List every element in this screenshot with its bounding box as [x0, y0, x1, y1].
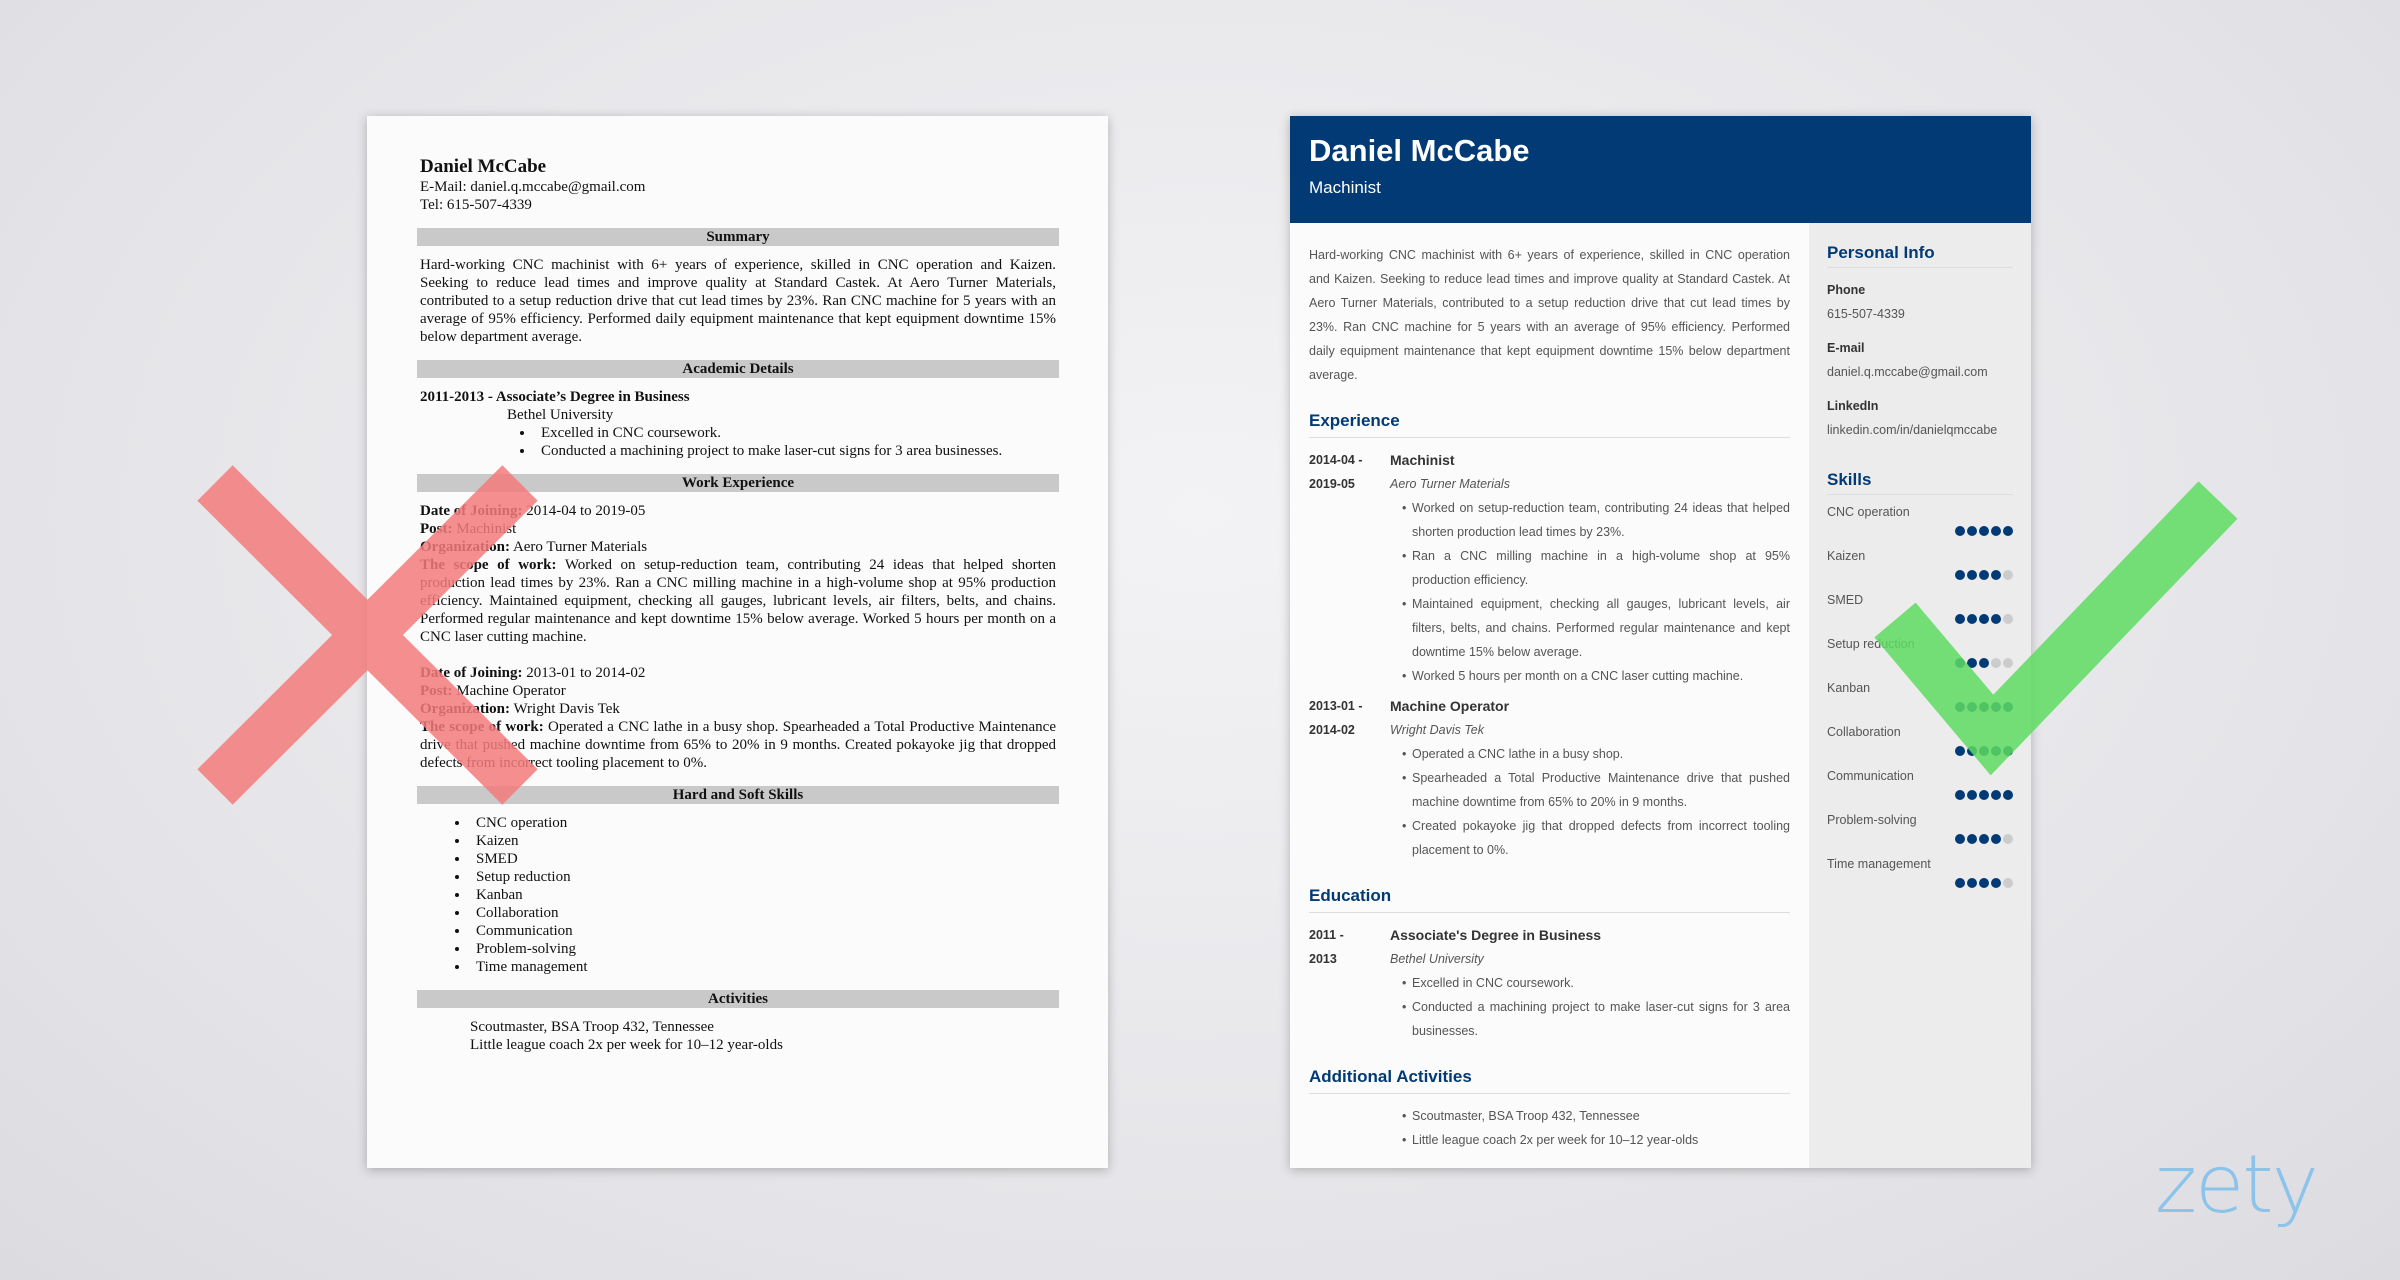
bullet-item: • Worked on setup-reduction team, contributing 24 ideas that helped shorten production lead times by 23%.	[1402, 496, 1790, 544]
experience-entry	[1309, 694, 1790, 862]
skill-item: • SMED	[470, 850, 1056, 868]
skill-entry	[1827, 593, 2013, 627]
activity-item: Little league coach 2x per week for 10–12 year-olds	[470, 1037, 783, 1053]
rating-dot	[1991, 526, 2001, 536]
scope-label: The scope of work:	[420, 719, 544, 735]
section-header-work: Work Experience	[417, 474, 1059, 492]
bad-resume-example	[367, 116, 1108, 1168]
section-header-summary: Summary	[417, 228, 1059, 246]
rating-dot	[1955, 658, 1965, 668]
email-value: daniel.q.mccabe@gmail.com	[1827, 365, 1988, 379]
scope-value: Operated a CNC lathe in a busy shop. Spearheaded a Total Productive Maintenance drive that pushed machine downtime from 65% to 20% in 9 months. Created pokayoke jig that dropped defects from incorrect tooling placement to 0%.	[420, 719, 1056, 771]
post-value: Machine Operator	[456, 683, 566, 699]
skill-entry	[1827, 637, 2013, 671]
rating-dot	[2003, 702, 2013, 712]
skill-name: CNC operation	[1827, 505, 1910, 519]
rating-dot	[1955, 614, 1965, 624]
rating-dot	[1955, 834, 1965, 844]
org-line	[420, 700, 1056, 718]
activity-item: • Scoutmaster, BSA Troop 432, Tennessee	[1402, 1104, 1790, 1128]
date-range	[1309, 448, 1390, 688]
skill-entry	[1827, 857, 2013, 891]
rating-dot	[1967, 658, 1977, 668]
dates-label: Date of Joining:	[420, 503, 523, 519]
resume-phone: Tel: 615-507-4339	[420, 197, 532, 213]
section-header-activities: Activities	[417, 990, 1059, 1008]
skill-rating	[1827, 569, 2013, 583]
scope-line	[420, 556, 1056, 646]
skill-rating	[1827, 525, 2013, 539]
dates-value: 2013-01 to 2014-02	[526, 665, 646, 681]
skill-entry	[1827, 681, 2013, 715]
rating-dot	[1979, 746, 1989, 756]
section-header-education: Education	[1309, 884, 1790, 913]
date-end: 2013	[1309, 952, 1337, 966]
rating-dot	[1967, 790, 1977, 800]
scope-line	[420, 718, 1056, 772]
rating-dot	[2003, 614, 2013, 624]
entry-title: Machinist	[1390, 452, 1455, 468]
dates-line	[420, 664, 1056, 682]
entry-title: Associate's Degree in Business	[1390, 927, 1602, 943]
skill-rating	[1827, 789, 2013, 803]
rating-dot	[1967, 834, 1977, 844]
skill-name: Time management	[1827, 857, 1931, 871]
skill-entry	[1827, 505, 2013, 539]
rating-dot	[1991, 658, 2001, 668]
org-value: Wright Davis Tek	[513, 701, 620, 717]
job-entry	[420, 664, 1056, 772]
linkedin-value: linkedin.com/in/danielqmccabe	[1827, 423, 1998, 437]
rating-dot	[2003, 526, 2013, 536]
skill-name: Communication	[1827, 769, 1914, 783]
skill-rating	[1827, 701, 2013, 715]
rating-dot	[1967, 570, 1977, 580]
skill-rating	[1827, 613, 2013, 627]
org-label: Organization:	[420, 539, 510, 555]
date-start: 2014-04 -	[1309, 453, 1363, 467]
rating-dot	[1979, 526, 1989, 536]
skill-item: • CNC operation	[470, 814, 1056, 832]
rating-dot	[1991, 790, 2001, 800]
rating-dot	[2003, 746, 2013, 756]
bullet-item: • Spearheaded a Total Productive Maintenance drive that pushed machine downtime from 65% to 20% in 9 months.	[1402, 766, 1790, 814]
rating-dot	[1967, 526, 1977, 536]
rating-dot	[1991, 702, 2001, 712]
date-range	[1309, 694, 1390, 862]
rating-dot	[1967, 614, 1977, 624]
resume-title: Machinist	[1309, 178, 1381, 197]
scope-value: Worked on setup-reduction team, contributing 24 ideas that helped shorten production lead times by 23%. Ran a CNC milling machine in a high-volume shop at 95% production efficiency. Maintained equipment, checking all gauges, lubricant levels, air filters, belts, and chains. Performed regular maintenance and kept downtime 15% below average. Worked 5 hours per month on a CNC laser cutting machine.	[420, 557, 1057, 645]
rating-dot	[1991, 570, 2001, 580]
dates-value: 2014-04 to 2019-05	[526, 503, 646, 519]
skill-entry	[1827, 769, 2013, 803]
rating-dot	[1979, 790, 1989, 800]
org-value: Aero Turner Materials	[512, 539, 648, 555]
experience-entry	[1309, 923, 1790, 1043]
email-label: E-mail	[1827, 341, 1865, 355]
skill-item: • Collaboration	[470, 904, 1056, 922]
rating-dot	[1991, 746, 2001, 756]
skill-item: • Setup reduction	[470, 868, 1056, 886]
entry-organization: Bethel University	[1390, 952, 1484, 966]
resume-email: E-Mail: daniel.q.mccabe@gmail.com	[420, 179, 646, 195]
bullet-list	[1390, 971, 1790, 1043]
skill-name: Problem-solving	[1827, 813, 1917, 827]
activity-item: Scoutmaster, BSA Troop 432, Tennessee	[470, 1019, 714, 1035]
phone-value: 615-507-4339	[1827, 307, 1905, 321]
post-line	[420, 520, 1056, 538]
dates-line	[420, 502, 1056, 520]
edu-bullet: • Conducted a machining project to make laser-cut signs for 3 area businesses.	[535, 442, 1056, 460]
org-line	[420, 538, 1056, 556]
rating-dot	[1979, 614, 1989, 624]
resume-sidebar	[1809, 223, 2031, 1168]
skills-list	[470, 814, 1056, 976]
job-entry	[420, 502, 1056, 646]
bullet-item: • Excelled in CNC coursework.	[1402, 971, 1790, 995]
experience-list	[1309, 448, 1790, 862]
bullet-item: • Maintained equipment, checking all gauges, lubricant levels, air filters, belts, and chains. Performed regular maintenance and kept downtime 15% below average.	[1402, 592, 1790, 664]
skill-name: Setup reduction	[1827, 637, 1915, 651]
entry-organization: Aero Turner Materials	[1390, 477, 1510, 491]
skill-entry	[1827, 725, 2013, 759]
date-start: 2013-01 -	[1309, 699, 1363, 713]
entry-organization: Wright Davis Tek	[1390, 723, 1485, 737]
zety-logo: zety	[2155, 1138, 2317, 1231]
entry-title: Machine Operator	[1390, 698, 1510, 714]
activity-item: • Little league coach 2x per week for 10–12 year-olds	[1402, 1128, 1790, 1152]
section-header-skills: Skills	[1827, 470, 2013, 495]
skill-item: • Communication	[470, 922, 1056, 940]
rating-dot	[1979, 658, 1989, 668]
bullet-item: • Worked 5 hours per month on a CNC laser cutting machine.	[1402, 664, 1790, 688]
rating-dot	[1955, 878, 1965, 888]
linkedin-label: LinkedIn	[1827, 399, 1879, 413]
rating-dot	[1991, 878, 2001, 888]
rating-dot	[1955, 570, 1965, 580]
rating-dot	[2003, 570, 2013, 580]
date-end: 2019-05	[1309, 477, 1355, 491]
bullet-item: • Conducted a machining project to make laser-cut signs for 3 area businesses.	[1402, 995, 1790, 1043]
rating-dot	[1967, 702, 1977, 712]
rating-dot	[1967, 878, 1977, 888]
skill-name: Kaizen	[1827, 549, 1866, 563]
scope-label: The scope of work:	[420, 557, 557, 573]
date-range	[1309, 923, 1390, 1043]
section-header-activities: Additional Activities	[1309, 1065, 1790, 1094]
bullet-item: • Created pokayoke jig that dropped defects from incorrect tooling placement to 0%.	[1402, 814, 1790, 862]
rating-dot	[1979, 702, 1989, 712]
rating-dot	[1979, 570, 1989, 580]
post-label: Post:	[420, 683, 453, 699]
phone-label: Phone	[1827, 283, 1866, 297]
rating-dot	[1979, 834, 1989, 844]
skills-list	[1827, 505, 2013, 891]
rating-dot	[2003, 834, 2013, 844]
rating-dot	[1955, 790, 1965, 800]
rating-dot	[1955, 746, 1965, 756]
rating-dot	[2003, 658, 2013, 668]
bullet-list	[1390, 496, 1790, 688]
skill-item: • Kanban	[470, 886, 1056, 904]
education-list	[1309, 923, 1790, 1043]
skill-item: • Time management	[470, 958, 1056, 976]
section-header-personal: Personal Info	[1827, 243, 2013, 268]
skill-rating	[1827, 657, 2013, 671]
resume-name: Daniel McCabe	[1309, 133, 1530, 168]
school-name: Bethel University	[507, 407, 614, 423]
entry-body	[1390, 923, 1790, 1043]
degree-line: 2011-2013 - Associate’s Degree in Business	[420, 389, 690, 405]
skill-item: • Problem-solving	[470, 940, 1056, 958]
skill-entry	[1827, 549, 2013, 583]
org-label: Organization:	[420, 701, 510, 717]
section-header-skills: Hard and Soft Skills	[417, 786, 1059, 804]
skill-name: Collaboration	[1827, 725, 1901, 739]
date-start: 2011 -	[1309, 928, 1344, 942]
bullet-item: • Operated a CNC lathe in a busy shop.	[1402, 742, 1790, 766]
rating-dot	[2003, 878, 2013, 888]
bullet-list	[1390, 742, 1790, 862]
rating-dot	[1967, 746, 1977, 756]
resume-header	[1290, 116, 2031, 223]
skill-entry	[1827, 813, 2013, 847]
summary-text: Hard-working CNC machinist with 6+ years of experience, skilled in CNC operation and Kaizen. Seeking to reduce lead times and improve quality at Standard Castek. At Aero Turner Materials, contributed to a setup reduction drive that cut lead times by 23%. Ran CNC machine for 5 years with an average of 95% efficiency. Performed daily equipment maintenance that kept equipment downtime 15% below department average.	[1309, 248, 1790, 382]
skill-name: Kanban	[1827, 681, 1871, 695]
rating-dot	[1991, 834, 2001, 844]
rating-dot	[1991, 614, 2001, 624]
good-resume-example	[1290, 116, 2031, 1168]
rating-dot	[1955, 702, 1965, 712]
skill-rating	[1827, 745, 2013, 759]
section-header-academic: Academic Details	[417, 360, 1059, 378]
date-end: 2014-02	[1309, 723, 1355, 737]
post-line	[420, 682, 1056, 700]
rating-dot	[1955, 526, 1965, 536]
rating-dot	[2003, 790, 2013, 800]
dates-label: Date of Joining:	[420, 665, 523, 681]
resume-name: Daniel McCabe	[420, 156, 547, 177]
post-label: Post:	[420, 521, 453, 537]
resume-main	[1290, 223, 1809, 1172]
skill-rating	[1827, 877, 2013, 891]
post-value: Machinist	[456, 521, 517, 537]
skill-name: SMED	[1827, 593, 1864, 607]
skill-rating	[1827, 833, 2013, 847]
bullet-item: • Ran a CNC milling machine in a high-volume shop at 95% production efficiency.	[1402, 544, 1790, 592]
entry-body	[1390, 694, 1790, 862]
experience-entry	[1309, 448, 1790, 688]
edu-bullet: • Excelled in CNC coursework.	[535, 424, 1056, 442]
section-header-experience: Experience	[1309, 409, 1790, 438]
work-list	[420, 502, 1056, 772]
summary-text: Hard-working CNC machinist with 6+ years of experience, skilled in CNC operation and Kaizen. Seeking to reduce lead times and improve quality at Standard Castek. At Aero Turner Materials, contributed to a setup reduction drive that cut lead times by 23%. Ran CNC machine for 5 years with an average of 95% efficiency. Performed daily equipment maintenance that kept equipment downtime 15% below department average.	[420, 257, 1056, 345]
entry-body	[1390, 448, 1790, 688]
rating-dot	[1979, 878, 1989, 888]
skill-item: • Kaizen	[470, 832, 1056, 850]
